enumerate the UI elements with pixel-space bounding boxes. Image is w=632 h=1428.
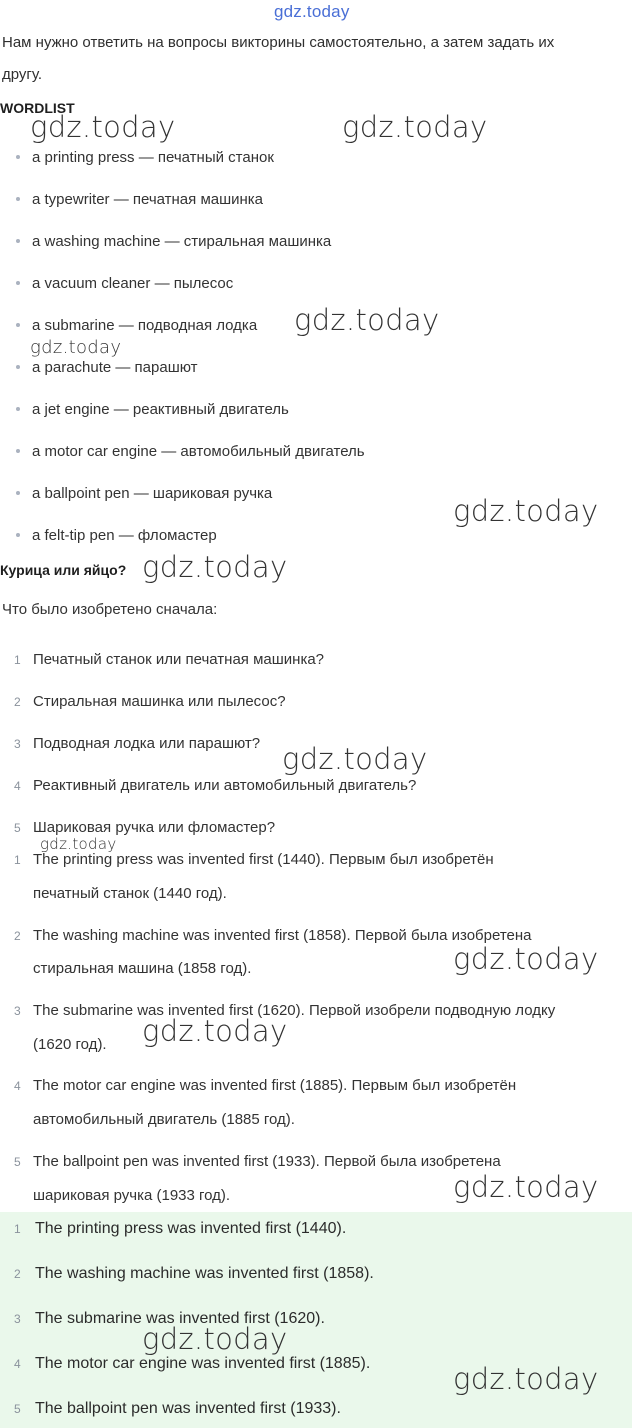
answer-item: 1 The printing press was invented first (1440). Первым был изобретён [14, 851, 494, 868]
summary-item: 3 The submarine was invented first (1620). [14, 1310, 325, 1327]
summary-item: 1 The printing press was invented first (1440). [14, 1220, 347, 1237]
watermark: gdz.today [453, 1170, 599, 1204]
watermark: gdz.today [30, 110, 176, 144]
question-item: 3 Подводная лодка или парашют? [14, 735, 261, 752]
watermark: gdz.today [453, 1362, 599, 1396]
list-item: a submarine — подводная лодка [16, 317, 257, 334]
answer-item: 2 The washing machine was invented first (1858). Первой была изобретена [14, 927, 532, 944]
answer-item-continuation: автомобильный двигатель (1885 год). [33, 1111, 295, 1128]
bullet-icon [16, 323, 20, 327]
summary-item: 2 The washing machine was invented first (1858). [14, 1265, 374, 1282]
bullet-icon [16, 281, 20, 285]
list-item: a washing machine — стиральная машинка [16, 233, 331, 250]
list-item: a vacuum cleaner — пылесос [16, 275, 233, 292]
bullet-icon [16, 449, 20, 453]
answer-item: 3 The submarine was invented first (1620). Первой изобрели подводную лодку [14, 1002, 556, 1019]
watermark: gdz.today [30, 337, 122, 358]
wordlist-title: WORDLIST [0, 100, 75, 116]
intro-line-2: другу. [2, 66, 43, 83]
answer-item: 5 The ballpoint pen was invented first (1933). Первой была изобретена [14, 1153, 501, 1170]
list-item: a typewriter — печатная машинка [16, 191, 263, 208]
watermark: gdz.today [142, 550, 288, 584]
list-item: a felt-tip pen — фломастер [16, 527, 217, 544]
watermark: gdz.today [282, 742, 428, 776]
quiz-title: Курица или яйцо? [0, 562, 127, 578]
intro-line-1: Нам нужно ответить на вопросы викторины самостоятельно, а затем задать их [2, 34, 555, 51]
bullet-icon [16, 155, 20, 159]
watermark: gdz.today [142, 1322, 288, 1356]
answer-item-continuation: шариковая ручка (1933 год). [33, 1187, 231, 1204]
bullet-icon [16, 491, 20, 495]
watermark: gdz.today [40, 835, 117, 853]
list-item: a printing press — печатный станок [16, 149, 274, 166]
site-watermark-top: gdz.today [274, 2, 350, 21]
watermark: gdz.today [342, 110, 488, 144]
bullet-icon [16, 239, 20, 243]
question-item: 4 Реактивный двигатель или автомобильный двигатель? [14, 777, 417, 794]
list-item: a motor car engine — автомобильный двигатель [16, 443, 365, 460]
list-item: a ballpoint pen — шариковая ручка [16, 485, 272, 502]
summary-item: 5 The ballpoint pen was invented first (1933). [14, 1400, 341, 1417]
summary-item: 4 The motor car engine was invented first (1885). [14, 1355, 371, 1372]
bullet-icon [16, 533, 20, 537]
list-item: a parachute — парашют [16, 359, 198, 376]
watermark: gdz.today [294, 303, 440, 337]
bullet-icon [16, 407, 20, 411]
quiz-prompt: Что было изобретено сначала: [2, 601, 218, 618]
answer-item-continuation: стиральная машина (1858 год). [33, 960, 252, 977]
question-item: 2 Стиральная машинка или пылесос? [14, 693, 286, 710]
list-item: a jet engine — реактивный двигатель [16, 401, 289, 418]
question-item: 1 Печатный станок или печатная машинка? [14, 651, 325, 668]
bullet-icon [16, 197, 20, 201]
watermark: gdz.today [453, 942, 599, 976]
question-item: 5 Шариковая ручка или фломастер? [14, 819, 276, 836]
watermark: gdz.today [142, 1014, 288, 1048]
answer-item-continuation: печатный станок (1440 год). [33, 885, 227, 902]
bullet-icon [16, 365, 20, 369]
answer-item-continuation: (1620 год). [33, 1036, 107, 1053]
answer-item: 4 The motor car engine was invented first (1885). Первым был изобретён [14, 1077, 517, 1094]
watermark: gdz.today [453, 494, 599, 528]
